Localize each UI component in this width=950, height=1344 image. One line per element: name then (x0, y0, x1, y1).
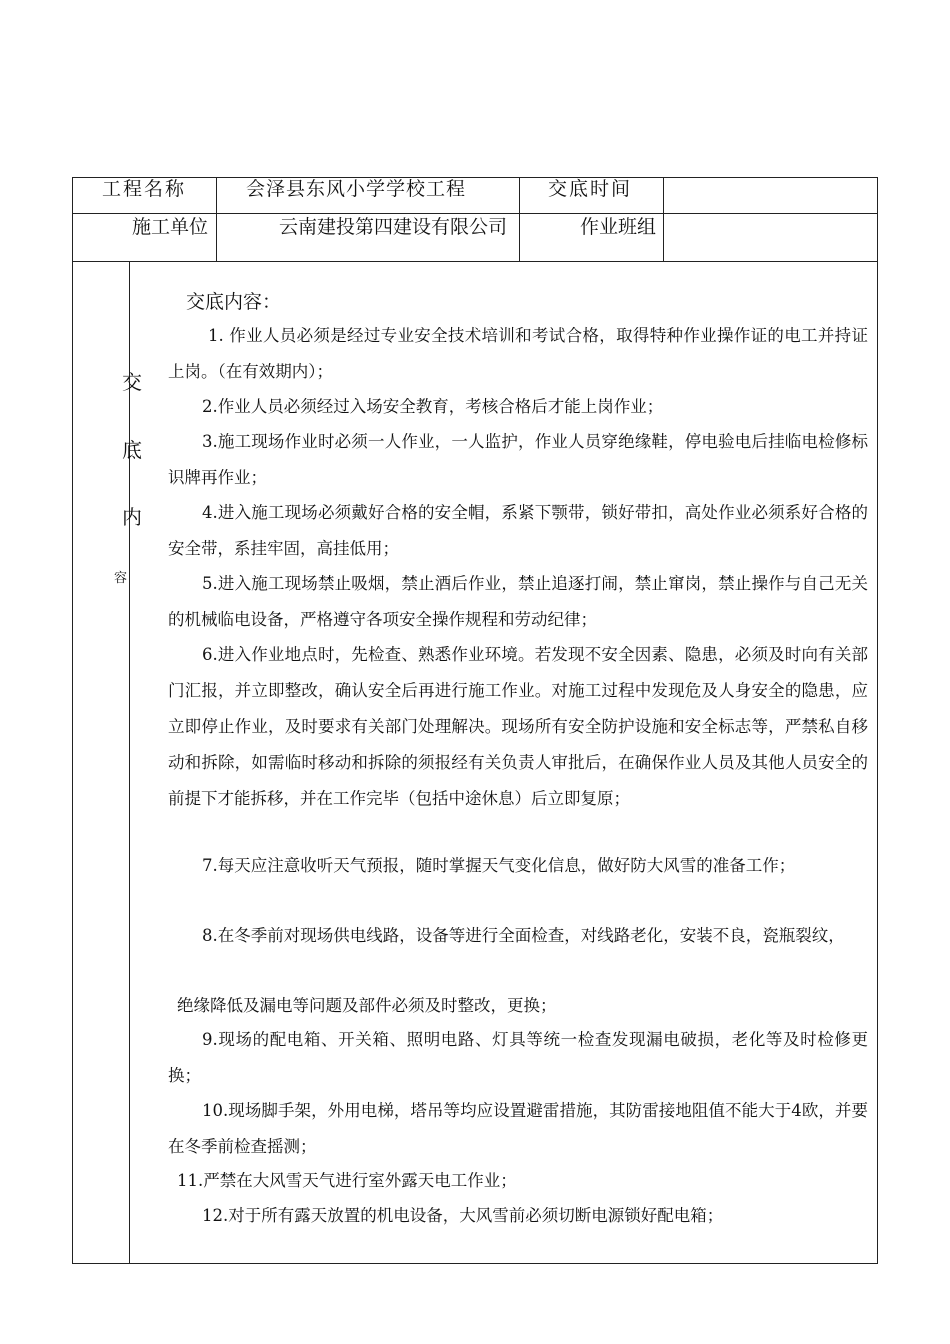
content-item-8: 8.在冬季前对现场供电线路，设备等进行全面检查，对线路老化，安装不良，瓷瓶裂纹， (202, 926, 845, 945)
header-bottom-divider (72, 261, 878, 262)
content-item-3: 3.施工现场作业时必须一人作业，一人监护，作业人员穿绝缘鞋，停电验电后挂临电检修标识牌再作业； (168, 432, 868, 487)
construction-unit-value: 云南建投第四建设有限公司 (278, 216, 507, 238)
handover-time-label: 交底时间 (548, 178, 633, 200)
content-item-7: 7.每天应注意收听天气预报，随时掌握天气变化信息，做好防大风雪的准备工作； (202, 856, 796, 875)
side-label-char: 底 (122, 438, 142, 462)
content-item-10: 10.现场脚手架，外用电梯，塔吊等均应设置避雷措施，其防雷接地阻值不能大于4欧，并要在冬季前检查摇测； (168, 1101, 868, 1156)
border-bottom (72, 1263, 878, 1264)
safety-briefing-form (72, 177, 878, 1264)
side-label-char: 内 (122, 505, 142, 529)
header-col-divider-2 (519, 177, 520, 262)
content-title: 交底内容： (186, 291, 282, 313)
header-col-divider-3 (663, 177, 664, 262)
border-right (877, 177, 878, 1264)
border-top (72, 177, 878, 178)
content-item-6: 6.进入作业地点时，先检查、熟悉作业环境。若发现不安全因素、隐患，必须及时向有关部门汇报，并立即整改，确认安全后再进行施工作业。对施工过程中发现危及人身安全的隐患，应立即停止作业，及时要求有关部门处理解决。现场所有安全防护设施和安全标志等，严禁私自移动和拆除，如需临时移动和拆除的须报经有关负责人审批后，在确保作业人员及其他人员安全的前提下才能拆移，并在工作完毕（包括中途休息）后立即复原； (168, 645, 868, 808)
content-item-8-continued: 绝缘降低及漏电等问题及部件必须及时整改，更换； (177, 996, 557, 1015)
border-left (72, 177, 73, 1264)
side-column-divider (129, 261, 130, 1264)
work-team-label: 作业班组 (580, 216, 657, 238)
content-item-11: 11.严禁在大风雪天气进行室外露天电工作业； (177, 1171, 517, 1190)
content-item-12: 12.对于所有露天放置的机电设备，大风雪前必须切断电源锁好配电箱； (202, 1206, 724, 1225)
header-col-divider-1 (216, 177, 217, 262)
content-item-5: 5.进入施工现场禁止吸烟，禁止酒后作业，禁止追逐打闹，禁止窜岗，禁止操作与自己无关的机械临电设备，严格遵守各项安全操作规程和劳动纪律； (168, 574, 868, 629)
header-row-divider (72, 213, 878, 214)
content-item-2: 2.作业人员必须经过入场安全教育，考核合格后才能上岗作业； (202, 397, 664, 416)
content-item-4: 4.进入施工现场必须戴好合格的安全帽，系紧下颚带，锁好带扣，高处作业必须系好合格的安全带，系挂牢固，高挂低用； (168, 503, 868, 558)
side-label-char: 交 (122, 370, 142, 394)
side-label-char: 容 (114, 571, 128, 586)
project-name-value: 会泽县东风小学学校工程 (246, 178, 467, 200)
content-item-1: 1. 作业人员必须是经过专业安全技术培训和考试合格，取得特种作业操作证的电工并持证上岗。（在有效期内）； (168, 326, 868, 381)
content-item-9: 9.现场的配电箱、开关箱、照明电路、灯具等统一检查发现漏电破损，老化等及时检修更换； (168, 1030, 868, 1085)
construction-unit-label: 施工单位 (132, 216, 209, 238)
project-name-label: 工程名称 (102, 178, 187, 200)
